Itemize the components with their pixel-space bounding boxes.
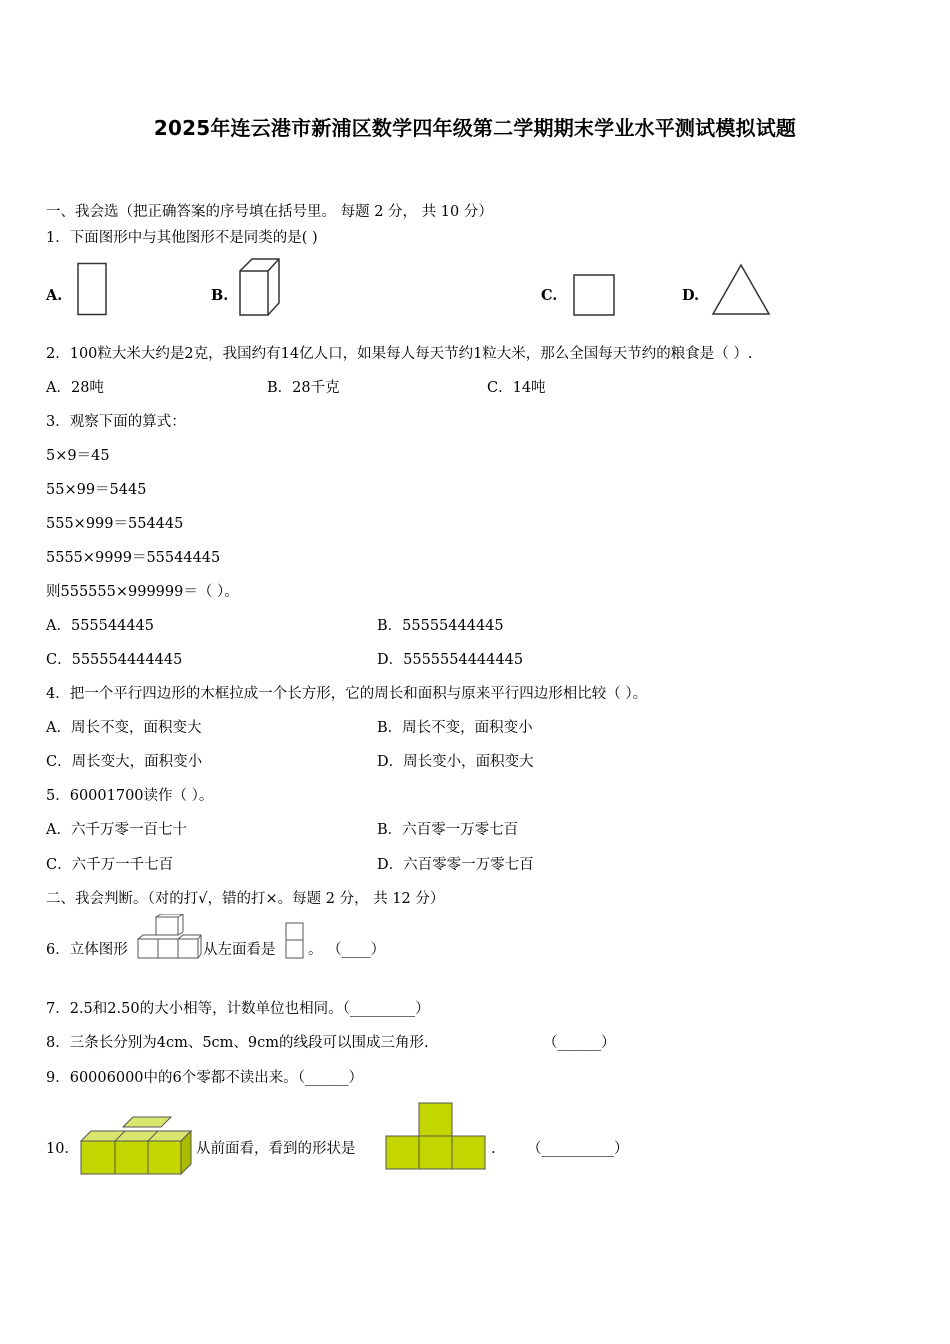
section-1-heading: 一、我会选（把正确答案的序号填在括号里。 每题 2 分， 共 10 分） (46, 204, 493, 220)
q10-front-view (385, 1102, 487, 1170)
q6-answer-blank: 。 （____） (308, 942, 386, 958)
question-7: 7．2.5和2.50的大小相等，计数单位也相同。（_________） (46, 1001, 430, 1017)
q4-option-c: C．周长变大，面积变小 (46, 754, 203, 770)
q5-option-d: D．六百零零一万零七百 (377, 857, 534, 873)
q6-solid-figure (137, 914, 203, 960)
q2-option-b: B．28千克 (267, 380, 340, 396)
section-2-heading: 二、我会判断。（对的打√，错的打×。每题 2 分， 共 12 分） (46, 891, 445, 907)
q3-equation-1: 5×9＝45 (46, 448, 110, 464)
q4-option-a: A．周长不变，面积变大 (46, 720, 202, 736)
q3-option-d: D．5555554444445 (377, 652, 524, 668)
question-5-stem: 5．60001700读作（ ）。 (46, 788, 214, 804)
q2-option-a: A．28吨 (46, 380, 104, 396)
question-8: 8．三条长分别为4cm、5cm、9cm的线段可以围成三角形. (46, 1035, 429, 1051)
q2-option-c: C．14吨 (487, 380, 546, 396)
q10-number: 10． (46, 1141, 79, 1157)
q1-label-d: D. (682, 287, 700, 304)
q3-question: 则555555×999999＝（ ）。 (46, 584, 239, 600)
q10-answer-blank: （__________） (527, 1141, 629, 1157)
q6-text-mid: 从左面看是 (203, 942, 276, 958)
q10-green-cubes (78, 1116, 196, 1176)
q1-figure-a-rectangle (76, 262, 108, 316)
q1-figure-c-square (572, 273, 616, 317)
q3-option-b: B．55555444445 (377, 618, 504, 634)
q10-text: 从前面看，看到的形状是 (196, 1141, 356, 1157)
q1-label-a: A. (46, 287, 63, 304)
q3-option-c: C．555554444445 (46, 652, 183, 668)
question-1-stem: 1．下面图形中与其他图形不是同类的是( ) (46, 230, 318, 246)
question-4-stem: 4．把一个平行四边形的木框拉成一个长方形，它的周长和面积与原来平行四边形相比较（ ）。 (46, 686, 648, 702)
q5-option-c: C．六千万一千七百 (46, 857, 174, 873)
question-3-stem: 3．观察下面的算式： (46, 414, 186, 430)
question-2-stem: 2．100粒大米大约是2克，我国约有14亿人口，如果每人每天节约1粒大米，那么全国每天节约的粮食是（ ）. (46, 346, 753, 362)
q3-equation-4: 5555×9999＝55544445 (46, 550, 221, 566)
page-title: 2025年连云港市新浦区数学四年级第二学期期末学业水平测试模拟试题 (153, 116, 797, 140)
question-9: 9．60006000中的6个零都不读出来。（______） (46, 1070, 364, 1086)
q6-text-pre: 6．立体图形 (46, 942, 128, 958)
q3-equation-3: 555×999＝554445 (46, 516, 184, 532)
q5-option-a: A．六千万零一百七十 (46, 822, 187, 838)
q8-answer-blank: （______） (543, 1035, 616, 1051)
q10-period: . (491, 1141, 496, 1157)
q4-option-b: B．周长不变，面积变小 (377, 720, 533, 736)
q3-equation-2: 55×99＝5445 (46, 482, 147, 498)
q5-option-b: B．六百零一万零七百 (377, 822, 519, 838)
q1-figure-d-triangle (710, 262, 772, 318)
q1-label-b: B. (211, 287, 229, 304)
q1-figure-b-cuboid (238, 257, 282, 317)
q1-label-c: C. (541, 287, 558, 304)
q4-option-d: D．周长变小，面积变大 (377, 754, 534, 770)
q6-left-view (285, 922, 305, 960)
q3-option-a: A．555544445 (46, 618, 154, 634)
